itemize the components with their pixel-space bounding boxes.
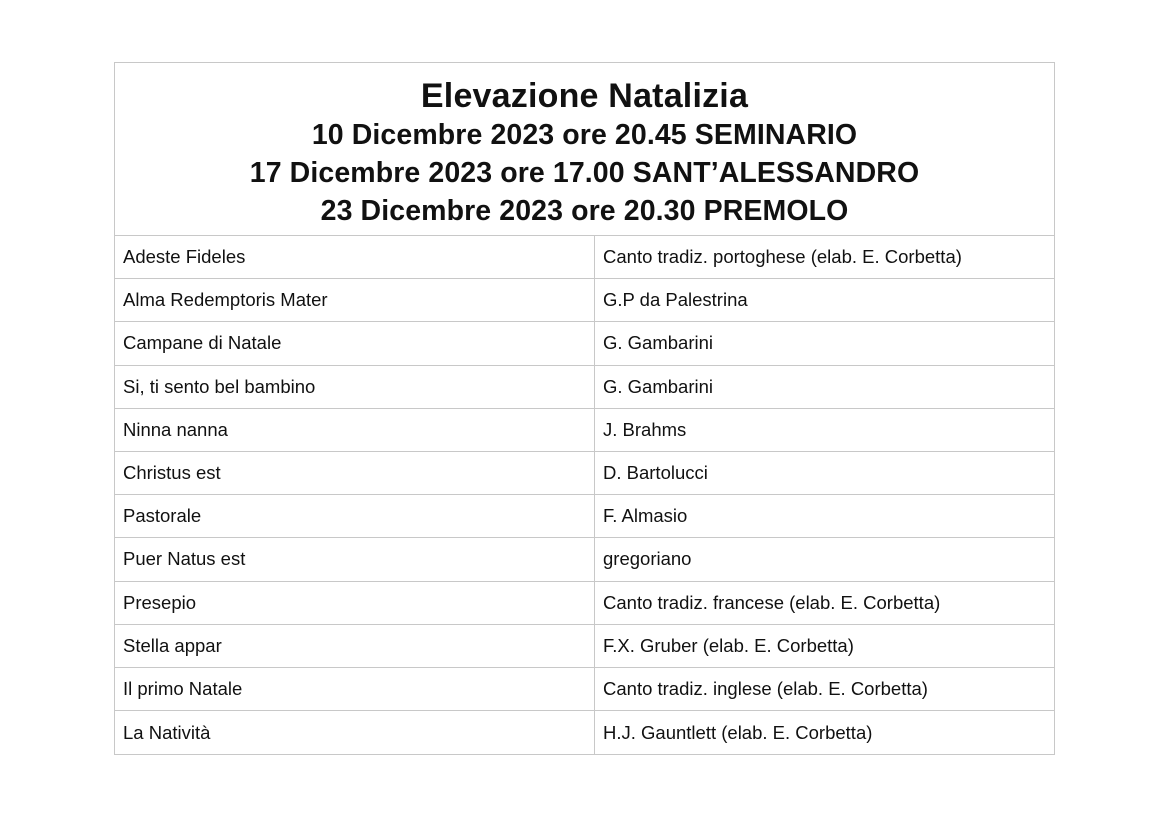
program-header bbox=[115, 63, 1054, 236]
piece-composer: G. Gambarini bbox=[603, 375, 714, 397]
event-date-premolo: 23 Dicembre 2023 ore 20.30 PREMOLO bbox=[320, 195, 849, 227]
piece-composer: G. Gambarini bbox=[603, 332, 714, 354]
program-rows bbox=[115, 236, 1054, 754]
piece-title: Si, ti sento bel bambino bbox=[115, 366, 595, 408]
concert-program-table bbox=[114, 62, 1055, 755]
piece-title: Il primo Natale bbox=[115, 668, 595, 710]
piece-title: Pastorale bbox=[115, 495, 595, 537]
piece-title: Campane di Natale bbox=[115, 322, 595, 364]
piece-title: Alma Redemptoris Mater bbox=[115, 279, 595, 321]
table-row bbox=[115, 495, 1054, 538]
piece-title: Presepio bbox=[115, 582, 595, 624]
event-date-sant-alessandro: 17 Dicembre 2023 ore 17.00 SANT’ALESSANDRO bbox=[249, 157, 920, 189]
table-row bbox=[115, 538, 1054, 581]
piece-composer: Canto tradiz. francese (elab. E. Corbetta) bbox=[603, 591, 941, 613]
piece-composer: H.J. Gauntlett (elab. E. Corbetta) bbox=[603, 721, 873, 743]
table-row bbox=[115, 279, 1054, 322]
table-row bbox=[115, 366, 1054, 409]
table-row bbox=[115, 625, 1054, 668]
piece-composer: gregoriano bbox=[603, 548, 692, 570]
piece-composer: F. Almasio bbox=[603, 505, 688, 527]
event-date-seminario: 10 Dicembre 2023 ore 20.45 SEMINARIO bbox=[311, 119, 858, 151]
piece-title: La Natività bbox=[115, 711, 595, 754]
table-row bbox=[115, 452, 1054, 495]
piece-title: Christus est bbox=[115, 452, 595, 494]
table-row bbox=[115, 668, 1054, 711]
piece-title: Ninna nanna bbox=[115, 409, 595, 451]
table-row bbox=[115, 711, 1054, 754]
piece-composer: F.X. Gruber (elab. E. Corbetta) bbox=[603, 634, 854, 656]
piece-title: Adeste Fideles bbox=[115, 236, 595, 278]
table-row bbox=[115, 409, 1054, 452]
piece-composer: J. Brahms bbox=[603, 418, 687, 440]
piece-composer: Canto tradiz. portoghese (elab. E. Corbetta) bbox=[603, 246, 962, 268]
piece-title: Puer Natus est bbox=[115, 538, 595, 580]
piece-composer: Canto tradiz. inglese (elab. E. Corbetta) bbox=[603, 677, 928, 699]
piece-title: Stella appar bbox=[115, 625, 595, 667]
piece-composer: D. Bartolucci bbox=[603, 462, 708, 484]
event-title: Elevazione Natalizia bbox=[420, 77, 749, 115]
table-row bbox=[115, 322, 1054, 365]
table-row bbox=[115, 236, 1054, 279]
piece-composer: G.P da Palestrina bbox=[603, 289, 748, 311]
table-row bbox=[115, 582, 1054, 625]
